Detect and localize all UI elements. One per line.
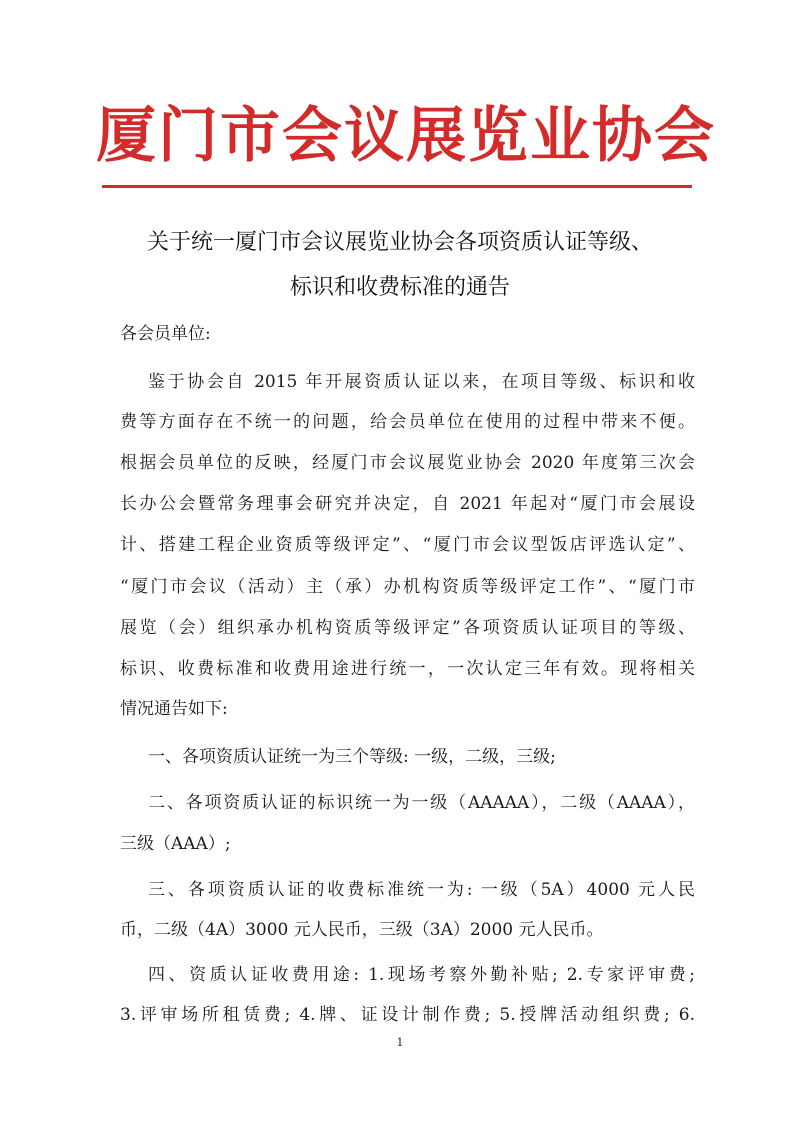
- body-line: 长办公会暨常务理事会研究并决定，自 2021 年起对“厦门市会展设: [120, 494, 695, 514]
- body-line: 鉴于协会自 2015 年开展资质认证以来，在项目等级、标识和收: [148, 372, 695, 392]
- masthead-divider-line: [102, 185, 692, 188]
- body-line: 标识、收费标准和收费用途进行统一，一次认定三年有效。现将相关: [120, 659, 695, 679]
- body-line: 情况通告如下:: [120, 699, 228, 719]
- item-2-continued: 三级（AAA）;: [120, 834, 231, 854]
- body-line: 费等方面存在不统一的问题，给会员单位在使用的过程中带来不便。: [120, 412, 695, 432]
- notice-title-line-1: 关于统一厦门市会议展览业协会各项资质认证等级、: [146, 230, 653, 255]
- body-line: 展览（会）组织承办机构资质等级评定”各项资质认证项目的等级、: [120, 618, 695, 638]
- item-2: 二、各项资质认证的标识统一为一级（AAAAA），二级（AAAA），: [148, 793, 695, 813]
- item-4: 四、资质认证收费用途: 1.现场考察外勤补贴; 2.专家评审费;: [148, 965, 695, 985]
- body-line: 计、搭建工程企业资质等级评定”、“厦门市会议型饭店评选认定”、: [120, 535, 695, 555]
- item-3-continued: 币，二级（4A）3000 元人民币，三级（3A）2000 元人民币。: [120, 920, 604, 940]
- item-4-continued: 3.评审场所租赁费; 4.牌、证设计制作费; 5.授牌活动组织费; 6.: [120, 1005, 695, 1025]
- page-number: 1: [396, 1036, 404, 1049]
- body-line: 根据会员单位的反映，经厦门市会议展览业协会 2020 年度第三次会: [120, 453, 695, 473]
- item-1: 一、各项资质认证统一为三个等级: 一级，二级，三级;: [148, 747, 556, 767]
- item-3: 三、各项资质认证的收费标准统一为: 一级（5A）4000 元人民: [148, 880, 695, 900]
- salutation: 各会员单位:: [120, 324, 211, 344]
- notice-title-line-2: 标识和收费标准的通告: [289, 275, 510, 300]
- masthead-org-name: 厦门市会议展览业协会: [96, 101, 716, 171]
- body-line: “厦门市会议（活动）主（承）办机构资质等级评定工作”、“厦门市: [120, 577, 695, 597]
